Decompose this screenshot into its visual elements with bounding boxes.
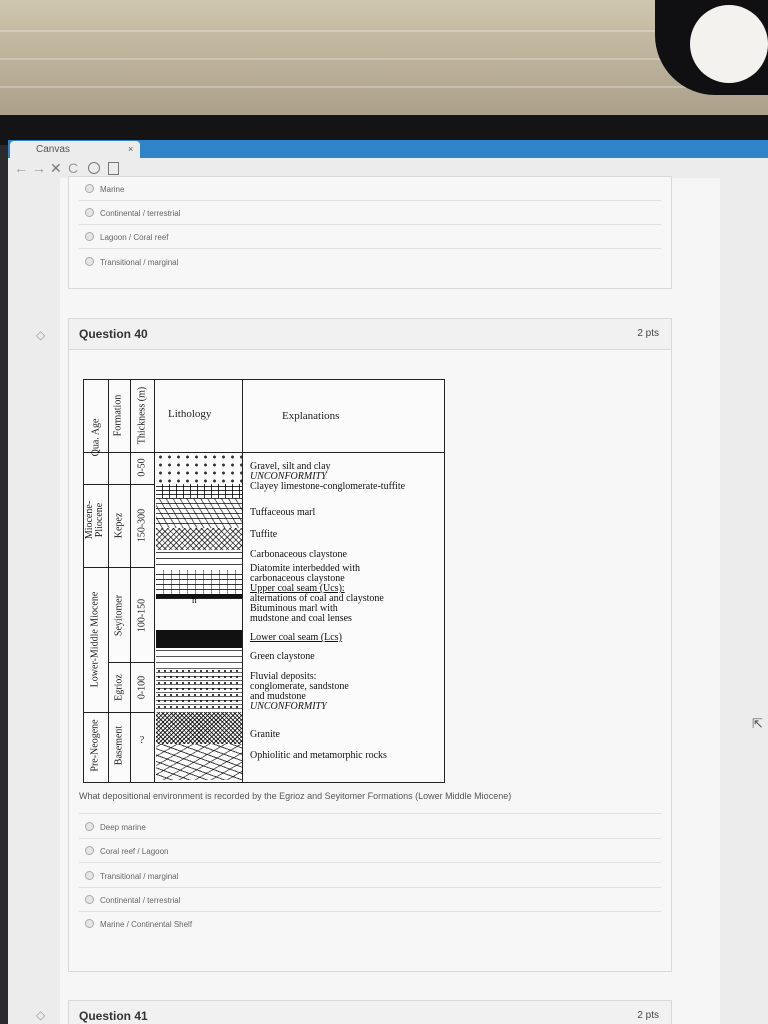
thickness-value: ? xyxy=(139,735,145,746)
explanations-group xyxy=(250,672,349,712)
unit-boundary xyxy=(84,567,154,568)
age-label: Age xyxy=(90,418,102,436)
explanation-line: Gravel, silt and clay xyxy=(250,461,331,472)
answer-option[interactable] xyxy=(85,232,169,242)
explanation-line: mudstone and coal lenses xyxy=(250,613,352,624)
radio-icon[interactable] xyxy=(85,895,94,904)
stratigraphic-column-figure xyxy=(83,379,445,783)
divider xyxy=(79,813,661,814)
lith-fluvial-deposits xyxy=(156,668,242,712)
answer-option[interactable] xyxy=(85,871,178,881)
explanations-group xyxy=(250,462,405,492)
lith-ophiolitic xyxy=(156,744,242,780)
radio-icon[interactable] xyxy=(85,232,94,241)
column-line xyxy=(242,380,243,782)
divider xyxy=(79,248,661,249)
thickness-value: 0-50 xyxy=(136,458,148,477)
divider xyxy=(79,838,661,839)
lith-granite xyxy=(156,712,242,744)
explanation-line: UNCONFORMITY xyxy=(250,471,327,482)
answer-label: Marine / Continental Shelf xyxy=(100,920,193,929)
question-40-card xyxy=(68,318,672,972)
answer-label: Coral reef / Lagoon xyxy=(100,847,169,856)
radio-icon[interactable] xyxy=(85,208,94,217)
answer-option[interactable] xyxy=(85,257,178,267)
background-wall xyxy=(0,0,768,130)
answer-option[interactable] xyxy=(85,895,180,905)
divider xyxy=(79,911,661,912)
answer-option[interactable] xyxy=(85,919,192,929)
age-lower-middle-miocene: Lower-Middle Miocene xyxy=(89,591,101,688)
mouse-cursor-icon: ⇱ xyxy=(752,716,763,731)
thickness-value: 0-100 xyxy=(136,675,148,700)
answer-label: Deep marine xyxy=(100,823,146,832)
question-points: 2 pts xyxy=(637,1010,659,1021)
question-41-card xyxy=(68,1000,672,1024)
thickness-value: 100-150 xyxy=(136,598,148,633)
explanation-line: Carbonaceous claystone xyxy=(250,549,347,560)
lith-green-claystone xyxy=(156,648,242,668)
tab-canvas[interactable] xyxy=(10,141,140,158)
explanation-line: Lower coal seam (Lcs) xyxy=(250,632,342,643)
answer-label: Marine xyxy=(100,185,125,194)
explanation-line: Tuffite xyxy=(250,529,278,540)
divider xyxy=(79,862,661,863)
formation-kepez: Kepez xyxy=(113,512,125,539)
answer-label: Continental / terrestrial xyxy=(100,896,181,905)
explanation-line: carbonaceous claystone xyxy=(250,573,345,584)
question-title: Question 41 xyxy=(79,1009,148,1023)
radio-icon[interactable] xyxy=(85,846,94,855)
explanation-line: UNCONFORMITY xyxy=(250,701,327,712)
formation-egrioz: Egrioz xyxy=(113,674,125,701)
lith-carbonaceous-claystone xyxy=(156,550,242,570)
explanation-line: Bituminous marl with xyxy=(250,603,338,614)
age-miocene-pliocene: Miocene-Pliocene xyxy=(84,500,105,540)
flag-question-icon[interactable]: ◇ xyxy=(36,328,46,342)
explanation-line: Granite xyxy=(250,729,280,740)
explanation-line: Tuffaceous marl xyxy=(250,507,316,518)
header-thickness: Thickness (m) xyxy=(136,386,148,445)
question-header xyxy=(69,1001,671,1024)
back-icon[interactable]: ← xyxy=(14,160,28,176)
question-prompt: What depositional environment is recorded by the Egrioz and Seyitomer Formations (Lower Middle Miocene) xyxy=(79,791,512,801)
lith-tuffaceous-marl xyxy=(156,498,242,528)
answer-label: Transitional / marginal xyxy=(100,872,179,881)
divider xyxy=(79,887,661,888)
answer-label: Continental / terrestrial xyxy=(100,209,181,218)
radio-icon[interactable] xyxy=(85,822,94,831)
tab-close-icon[interactable]: × xyxy=(128,144,134,154)
explanation-line: Clayey limestone-conglomerate-tuffite xyxy=(250,481,406,492)
answer-label: Transitional / marginal xyxy=(100,258,179,267)
explanation-line: Fluvial deposits: xyxy=(250,671,317,682)
radio-icon[interactable] xyxy=(85,184,94,193)
browser-toolbar xyxy=(8,158,768,178)
tab-title: Canvas xyxy=(36,144,70,155)
page-icon[interactable] xyxy=(108,162,119,175)
explanation-line: conglomerate, sandstone xyxy=(250,681,349,692)
lith-tuffite xyxy=(156,528,242,550)
header-explanations: Explanations xyxy=(282,410,340,422)
stop-icon[interactable]: ✕ xyxy=(50,160,62,176)
explanation-line: Ophiolitic and metamorphic rocks xyxy=(250,750,387,761)
lith-lower-coal-seam xyxy=(156,630,242,648)
explanation-line: Green claystone xyxy=(250,651,315,662)
radio-icon[interactable] xyxy=(85,919,94,928)
explanation-line: and mudstone xyxy=(250,691,306,702)
divider xyxy=(79,200,661,201)
browser-window xyxy=(8,140,768,1024)
thickness-value: 150-300 xyxy=(136,508,148,543)
answer-option[interactable] xyxy=(85,846,169,856)
lith-marker: h xyxy=(192,595,197,605)
explanation-line: alternations of coal and claystone xyxy=(250,593,384,604)
lith-gravel xyxy=(156,453,242,484)
quiz-page xyxy=(36,178,720,1024)
answer-option[interactable] xyxy=(85,184,124,194)
explanations-group xyxy=(250,564,384,624)
formation-seyitomer: Seyitomer xyxy=(113,594,125,637)
tab-bar xyxy=(8,140,768,158)
explanation-line: Diatomite interbedded with xyxy=(250,563,360,574)
webcam-lens xyxy=(690,5,768,83)
qua-label: Qua. xyxy=(90,437,102,457)
column-line xyxy=(108,380,109,782)
column-line xyxy=(130,380,131,782)
age-pre-neogene: Pre-Neogene xyxy=(89,719,101,772)
lith-limestone xyxy=(156,484,242,498)
reload-icon[interactable]: C xyxy=(68,160,79,176)
forward-icon[interactable]: → xyxy=(32,160,46,176)
column-line xyxy=(154,380,155,782)
radio-icon[interactable] xyxy=(85,257,94,266)
previous-question-card xyxy=(68,176,672,289)
answer-option[interactable] xyxy=(85,208,180,218)
info-icon[interactable] xyxy=(88,162,100,174)
flag-question-icon[interactable]: ◇ xyxy=(36,1008,46,1022)
formation-basement: Basement xyxy=(113,725,125,766)
question-points: 2 pts xyxy=(637,328,659,339)
answer-option[interactable] xyxy=(85,822,146,832)
question-title: Question 40 xyxy=(79,327,148,341)
lith-diatomite xyxy=(156,570,242,594)
explanation-line: Upper coal seam (Ucs): xyxy=(250,583,345,594)
header-formation: Formation xyxy=(112,394,124,437)
header-lithology: Lithology xyxy=(168,408,212,420)
question-header xyxy=(69,319,671,350)
header-age xyxy=(91,408,102,468)
divider xyxy=(79,224,661,225)
answer-label: Lagoon / Coral reef xyxy=(100,233,169,242)
radio-icon[interactable] xyxy=(85,871,94,880)
lith-bituminous-marl xyxy=(156,595,242,631)
